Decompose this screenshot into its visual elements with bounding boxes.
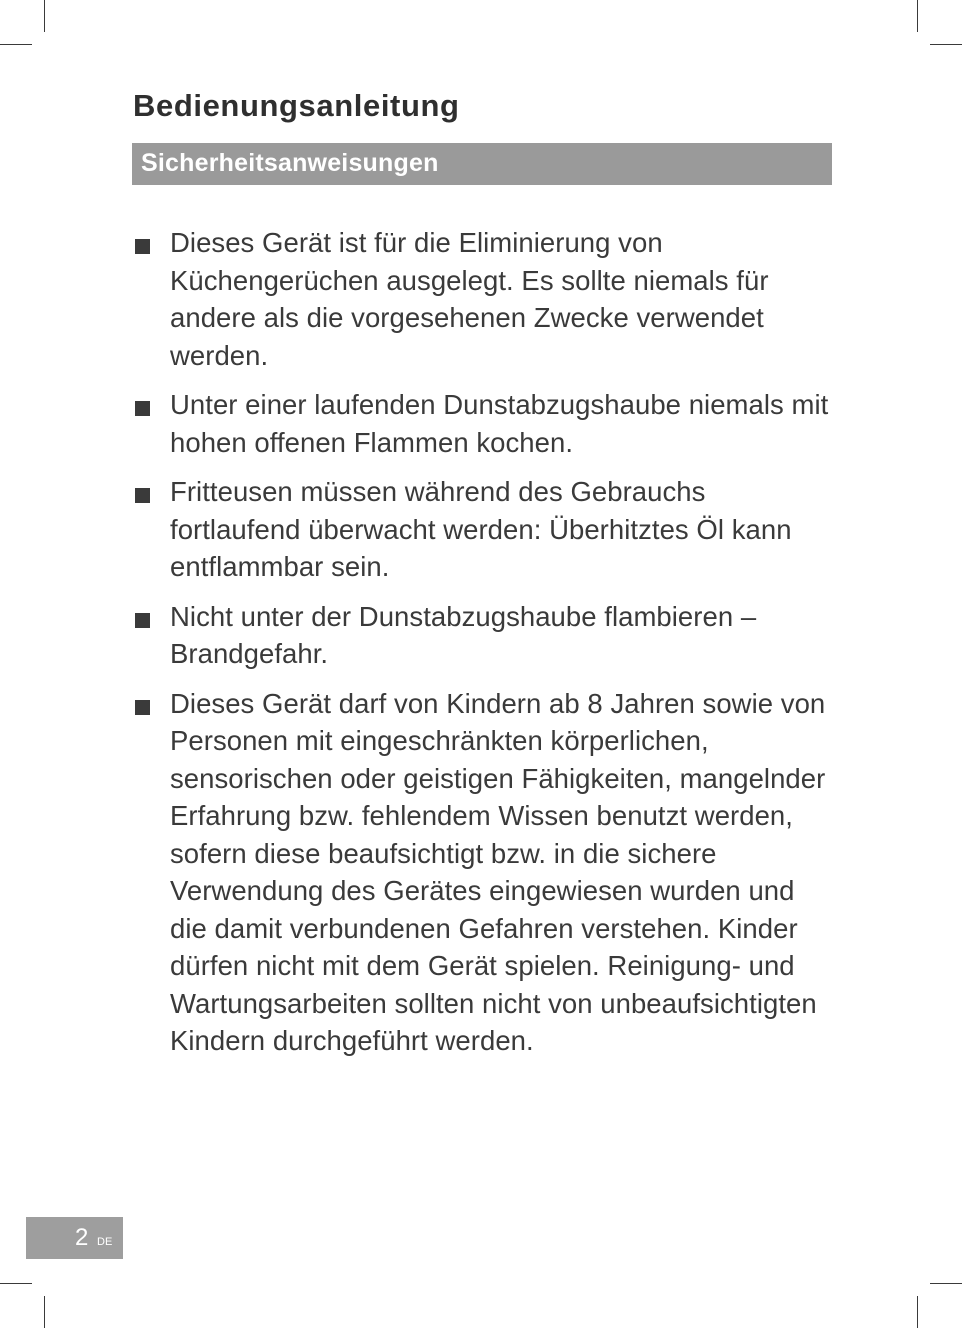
crop-mark — [0, 1283, 32, 1284]
safety-instructions-list — [133, 224, 833, 1072]
page-language: DE — [97, 1236, 113, 1248]
square-bullet-icon — [135, 239, 150, 254]
crop-mark — [930, 44, 962, 45]
crop-mark — [930, 1283, 962, 1284]
crop-mark — [917, 1296, 918, 1328]
crop-mark — [44, 1296, 45, 1328]
crop-mark — [917, 0, 918, 32]
list-item — [133, 473, 833, 586]
list-item-text: Nicht unter der Dunstabzugshaube flambieren – Brandgefahr. — [170, 600, 757, 669]
list-item-text: Dieses Gerät darf von Kindern ab 8 Jahren sowie von Personen mit eingeschränkten körperlichen, sensorischen oder geistigen Fähigkeiten, mangelnder Erfahrung bzw. fehlendem Wissen benutzt werden, sofern diese beaufsichtigt bzw. in die sichere Verwendung des Gerätes eingewiesen wurden und die damit verbundenen Gefahren verstehen. Kinder dürfen nicht mit dem Gerät spielen. Reinigung- und Wartungsarbeiten sollten nicht von unbeaufsichtigten Kindern durchgeführt werden. — [170, 687, 826, 1056]
list-item-text: Unter einer laufenden Dunstabzugshaube niemals mit hohen offenen Flammen kochen. — [170, 389, 829, 458]
square-bullet-icon — [135, 401, 150, 416]
crop-mark — [44, 0, 45, 32]
page-title: Bedienungsanleitung — [133, 88, 460, 123]
square-bullet-icon — [135, 700, 150, 715]
list-item — [133, 386, 833, 461]
page-number: 2 — [75, 1224, 89, 1251]
section-header — [132, 143, 832, 185]
crop-mark — [0, 44, 32, 45]
list-item-text: Fritteusen müssen während des Gebrauchs fortlaufend überwacht werden: Überhitztes Öl kann entflammbar sein. — [170, 476, 792, 582]
list-item — [133, 685, 833, 1060]
section-title: Sicherheitsanweisungen — [141, 149, 439, 177]
list-item — [133, 224, 833, 374]
list-item — [133, 598, 833, 673]
page-number-tab — [26, 1217, 123, 1259]
list-item-text: Dieses Gerät ist für die Eliminierung von Küchengerüchen ausgelegt. Es sollte niemals für andere als die vorgesehenen Zwecke verwendet werden. — [170, 227, 769, 371]
square-bullet-icon — [135, 613, 150, 628]
square-bullet-icon — [135, 488, 150, 503]
